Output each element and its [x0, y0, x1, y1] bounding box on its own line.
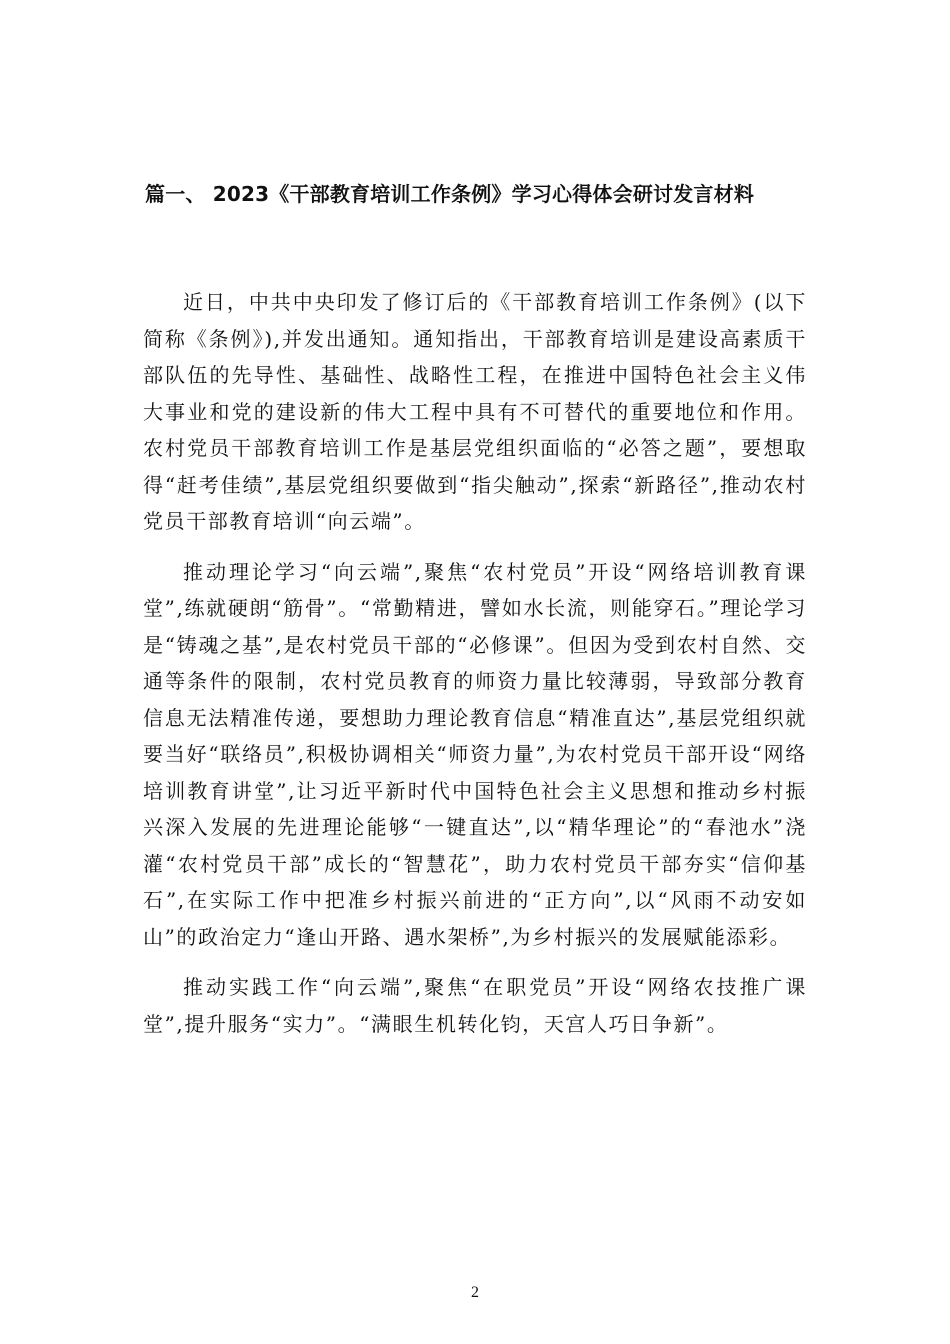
paragraph-3: 推动实践工作“向云端”,聚焦“在职党员”开设“网络农技推广课堂”,提升服务“实力”。“满眼生机转化钧，天宫人巧日争新”。: [143, 975, 807, 1036]
paragraph-1: 近日，中共中央印发了修订后的《干部教育培训工作条例》(以下简称《条例》),并发出通知。通知指出，干部教育培训是建设高素质干部队伍的先导性、基础性、战略性工程，在推进中国特色社会主义伟大事业和党的建设新的伟大工程中具有不可替代的重要地位和作用。农村党员干部教育培训工作是基层党组织面临的“必答之题”，要想取得“赶考佳绩”,基层党组织要做到“指尖触动”,探索“新路径”,推动农村党员干部教育培训“向云端”。: [143, 290, 808, 533]
page-number: 2: [471, 1284, 479, 1301]
paragraph-2: 推动理论学习“向云端”,聚焦“农村党员”开设“网络培训教育课堂”,练就硬朗“筋骨”。“常勤精进，譬如水长流，则能穿石。”理论学习是“铸魂之基”,是农村党员干部的“必修课”。但因为受到农村自然、交通等条件的限制，农村党员教育的师资力量比较薄弱，导致部分教育信息无法精准传递，要想助力理论教育信息“精准直达”,基层党组织就要当好“联络员”,积极协调相关“师资力量”,为农村党员干部开设“网络培训教育讲堂”,让习近平新时代中国特色社会主义思想和推动乡村振兴深入发展的先进理论能够“一键直达”,以“精华理论”的“春池水”浇灌“农村党员干部”成长的“智慧花”，助力农村党员干部夯实“信仰基石”,在实际工作中把准乡村振兴前进的“正方向”,以“风雨不动安如山”的政治定力“逢山开路、遇水架桥”,为乡村振兴的发展赋能添彩。: [143, 559, 807, 949]
document-title: 篇一、 2023《干部教育培训工作条例》学习心得体会研讨发言材料: [145, 182, 755, 206]
document-body: [143, 284, 807, 1056]
